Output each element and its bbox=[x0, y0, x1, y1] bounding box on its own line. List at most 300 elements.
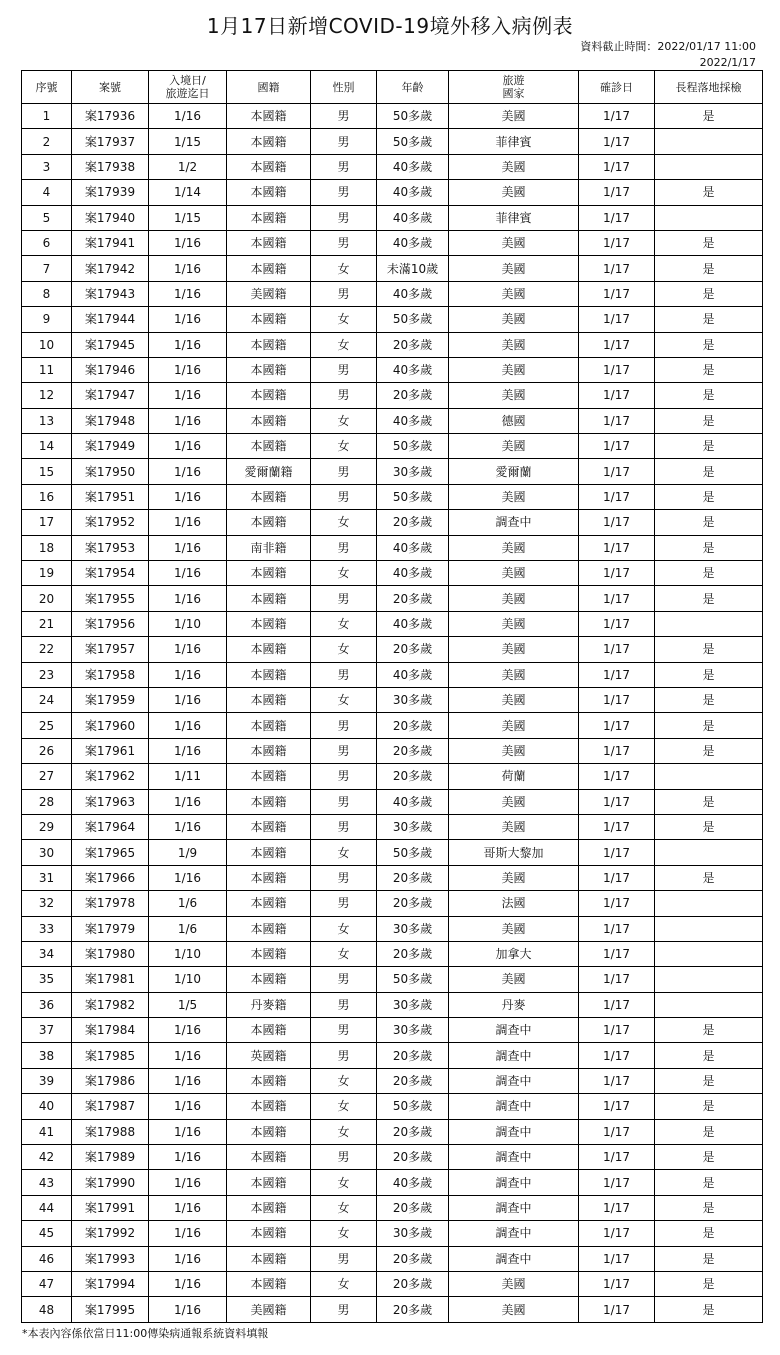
cell-travel-country: 美國 bbox=[449, 154, 579, 179]
cell-age: 20多歲 bbox=[377, 738, 449, 763]
cell-seq: 25 bbox=[22, 713, 72, 738]
cell-seq: 40 bbox=[22, 1094, 72, 1119]
cell-case: 案17985 bbox=[72, 1043, 149, 1068]
cell-sex: 男 bbox=[311, 357, 377, 382]
cell-sex: 男 bbox=[311, 1297, 377, 1322]
cell-seq: 12 bbox=[22, 383, 72, 408]
table-row bbox=[22, 687, 763, 712]
cell-case: 案17946 bbox=[72, 357, 149, 382]
cell-sex: 男 bbox=[311, 586, 377, 611]
cell-confirm-date: 1/17 bbox=[579, 1043, 655, 1068]
cell-sex: 男 bbox=[311, 738, 377, 763]
cell-confirm-date: 1/17 bbox=[579, 1018, 655, 1043]
cell-confirm-date: 1/17 bbox=[579, 891, 655, 916]
cell-confirm-date: 1/17 bbox=[579, 1145, 655, 1170]
cell-travel-country: 美國 bbox=[449, 814, 579, 839]
cell-nationality: 本國籍 bbox=[227, 357, 311, 382]
cell-seq: 11 bbox=[22, 357, 72, 382]
cell-case: 案17937 bbox=[72, 129, 149, 154]
table-row bbox=[22, 637, 763, 662]
cell-case: 案17991 bbox=[72, 1195, 149, 1220]
cell-seq: 28 bbox=[22, 789, 72, 814]
cell-case: 案17952 bbox=[72, 510, 149, 535]
cell-confirm-date: 1/17 bbox=[579, 941, 655, 966]
cell-sex: 男 bbox=[311, 205, 377, 230]
cell-confirm-date: 1/17 bbox=[579, 230, 655, 255]
cell-longhaul-test: 是 bbox=[655, 865, 763, 890]
cell-seq: 44 bbox=[22, 1195, 72, 1220]
cell-sex: 男 bbox=[311, 104, 377, 129]
cell-longhaul-test: 是 bbox=[655, 408, 763, 433]
cell-nationality: 本國籍 bbox=[227, 814, 311, 839]
cell-longhaul-test: 是 bbox=[655, 789, 763, 814]
cell-confirm-date: 1/17 bbox=[579, 510, 655, 535]
cell-nationality: 本國籍 bbox=[227, 230, 311, 255]
cell-nationality: 本國籍 bbox=[227, 1068, 311, 1093]
cell-sex: 男 bbox=[311, 459, 377, 484]
table-row bbox=[22, 205, 763, 230]
cell-age: 30多歲 bbox=[377, 814, 449, 839]
cell-longhaul-test: 是 bbox=[655, 1195, 763, 1220]
table-row bbox=[22, 713, 763, 738]
cell-case: 案17945 bbox=[72, 332, 149, 357]
cell-confirm-date: 1/17 bbox=[579, 256, 655, 281]
cell-entry-date: 1/16 bbox=[149, 713, 227, 738]
cell-sex: 男 bbox=[311, 1246, 377, 1271]
cell-nationality: 本國籍 bbox=[227, 383, 311, 408]
table-row bbox=[22, 1018, 763, 1043]
cell-travel-country: 調查中 bbox=[449, 1119, 579, 1144]
cell-travel-country: 美國 bbox=[449, 967, 579, 992]
cell-sex: 女 bbox=[311, 941, 377, 966]
cell-seq: 5 bbox=[22, 205, 72, 230]
cell-age: 40多歲 bbox=[377, 1170, 449, 1195]
cell-entry-date: 1/16 bbox=[149, 434, 227, 459]
cell-travel-country: 哥斯大黎加 bbox=[449, 840, 579, 865]
table-row bbox=[22, 891, 763, 916]
cell-sex: 男 bbox=[311, 764, 377, 789]
cell-age: 20多歲 bbox=[377, 1043, 449, 1068]
cell-sex: 男 bbox=[311, 281, 377, 306]
cell-travel-country: 美國 bbox=[449, 434, 579, 459]
cell-entry-date: 1/16 bbox=[149, 230, 227, 255]
cell-travel-country: 調查中 bbox=[449, 1221, 579, 1246]
header-seq: 序號 bbox=[22, 71, 72, 104]
cell-sex: 男 bbox=[311, 129, 377, 154]
header-nationality: 國籍 bbox=[227, 71, 311, 104]
cell-seq: 43 bbox=[22, 1170, 72, 1195]
cell-entry-date: 1/16 bbox=[149, 687, 227, 712]
cell-longhaul-test: 是 bbox=[655, 434, 763, 459]
cell-case: 案17964 bbox=[72, 814, 149, 839]
cell-longhaul-test: 是 bbox=[655, 256, 763, 281]
cell-travel-country: 調查中 bbox=[449, 1018, 579, 1043]
cell-age: 40多歲 bbox=[377, 281, 449, 306]
table-row bbox=[22, 967, 763, 992]
cell-nationality: 本國籍 bbox=[227, 256, 311, 281]
cell-confirm-date: 1/17 bbox=[579, 180, 655, 205]
cell-nationality: 本國籍 bbox=[227, 891, 311, 916]
cell-nationality: 本國籍 bbox=[227, 484, 311, 509]
cell-sex: 女 bbox=[311, 408, 377, 433]
cell-entry-date: 1/6 bbox=[149, 891, 227, 916]
table-row bbox=[22, 357, 763, 382]
cell-longhaul-test: 是 bbox=[655, 637, 763, 662]
cell-entry-date: 1/16 bbox=[149, 357, 227, 382]
cell-entry-date: 1/16 bbox=[149, 1119, 227, 1144]
cell-longhaul-test bbox=[655, 891, 763, 916]
cell-nationality: 美國籍 bbox=[227, 281, 311, 306]
cell-entry-date: 1/16 bbox=[149, 561, 227, 586]
cell-longhaul-test: 是 bbox=[655, 1043, 763, 1068]
cell-confirm-date: 1/17 bbox=[579, 865, 655, 890]
cell-seq: 13 bbox=[22, 408, 72, 433]
cell-case: 案17944 bbox=[72, 307, 149, 332]
cell-nationality: 本國籍 bbox=[227, 1094, 311, 1119]
cell-confirm-date: 1/17 bbox=[579, 637, 655, 662]
cell-longhaul-test: 是 bbox=[655, 1145, 763, 1170]
cell-confirm-date: 1/17 bbox=[579, 713, 655, 738]
table-row bbox=[22, 662, 763, 687]
cell-nationality: 本國籍 bbox=[227, 687, 311, 712]
cell-case: 案17941 bbox=[72, 230, 149, 255]
cell-longhaul-test bbox=[655, 840, 763, 865]
cell-case: 案17936 bbox=[72, 104, 149, 129]
cell-longhaul-test: 是 bbox=[655, 484, 763, 509]
cell-age: 30多歲 bbox=[377, 687, 449, 712]
cell-entry-date: 1/16 bbox=[149, 1018, 227, 1043]
table-row bbox=[22, 840, 763, 865]
cell-longhaul-test: 是 bbox=[655, 307, 763, 332]
cell-entry-date: 1/16 bbox=[149, 662, 227, 687]
cell-case: 案17995 bbox=[72, 1297, 149, 1322]
cell-case: 案17956 bbox=[72, 611, 149, 636]
cell-seq: 27 bbox=[22, 764, 72, 789]
cell-confirm-date: 1/17 bbox=[579, 1297, 655, 1322]
cell-case: 案17948 bbox=[72, 408, 149, 433]
cell-case: 案17960 bbox=[72, 713, 149, 738]
table-row bbox=[22, 586, 763, 611]
cell-sex: 女 bbox=[311, 1221, 377, 1246]
cell-case: 案17947 bbox=[72, 383, 149, 408]
table-row bbox=[22, 484, 763, 509]
cell-travel-country: 美國 bbox=[449, 535, 579, 560]
cell-longhaul-test: 是 bbox=[655, 357, 763, 382]
cell-age: 50多歲 bbox=[377, 967, 449, 992]
cell-nationality: 本國籍 bbox=[227, 154, 311, 179]
cell-travel-country: 美國 bbox=[449, 256, 579, 281]
cell-entry-date: 1/15 bbox=[149, 129, 227, 154]
cell-nationality: 本國籍 bbox=[227, 1271, 311, 1296]
cell-case: 案17954 bbox=[72, 561, 149, 586]
table-row bbox=[22, 764, 763, 789]
cell-case: 案17955 bbox=[72, 586, 149, 611]
cell-longhaul-test: 是 bbox=[655, 1068, 763, 1093]
cell-seq: 8 bbox=[22, 281, 72, 306]
cell-sex: 男 bbox=[311, 535, 377, 560]
cell-entry-date: 1/9 bbox=[149, 840, 227, 865]
cell-confirm-date: 1/17 bbox=[579, 1195, 655, 1220]
cell-nationality: 本國籍 bbox=[227, 916, 311, 941]
cell-case: 案17982 bbox=[72, 992, 149, 1017]
cell-travel-country: 丹麥 bbox=[449, 992, 579, 1017]
cell-entry-date: 1/2 bbox=[149, 154, 227, 179]
cell-longhaul-test: 是 bbox=[655, 1170, 763, 1195]
cell-age: 30多歲 bbox=[377, 1221, 449, 1246]
cell-seq: 1 bbox=[22, 104, 72, 129]
cell-case: 案17957 bbox=[72, 637, 149, 662]
cell-seq: 20 bbox=[22, 586, 72, 611]
cell-nationality: 本國籍 bbox=[227, 865, 311, 890]
cell-longhaul-test: 是 bbox=[655, 561, 763, 586]
cell-entry-date: 1/6 bbox=[149, 916, 227, 941]
table-row bbox=[22, 789, 763, 814]
cell-entry-date: 1/16 bbox=[149, 459, 227, 484]
cell-seq: 36 bbox=[22, 992, 72, 1017]
cell-confirm-date: 1/17 bbox=[579, 129, 655, 154]
cell-longhaul-test bbox=[655, 992, 763, 1017]
cell-age: 40多歲 bbox=[377, 789, 449, 814]
cell-travel-country: 美國 bbox=[449, 789, 579, 814]
cell-seq: 6 bbox=[22, 230, 72, 255]
cell-seq: 31 bbox=[22, 865, 72, 890]
cell-entry-date: 1/16 bbox=[149, 814, 227, 839]
cell-longhaul-test: 是 bbox=[655, 1297, 763, 1322]
cell-age: 20多歲 bbox=[377, 1246, 449, 1271]
cell-case: 案17940 bbox=[72, 205, 149, 230]
cell-sex: 男 bbox=[311, 484, 377, 509]
cell-nationality: 本國籍 bbox=[227, 662, 311, 687]
table-row bbox=[22, 814, 763, 839]
cell-entry-date: 1/16 bbox=[149, 1246, 227, 1271]
table-row bbox=[22, 1170, 763, 1195]
cell-sex: 男 bbox=[311, 865, 377, 890]
cell-entry-date: 1/11 bbox=[149, 764, 227, 789]
table-row bbox=[22, 383, 763, 408]
table-row bbox=[22, 1068, 763, 1093]
cell-age: 40多歲 bbox=[377, 180, 449, 205]
cell-confirm-date: 1/17 bbox=[579, 459, 655, 484]
cell-entry-date: 1/16 bbox=[149, 637, 227, 662]
cell-case: 案17980 bbox=[72, 941, 149, 966]
cell-case: 案17988 bbox=[72, 1119, 149, 1144]
imported-cases-table bbox=[21, 70, 763, 1323]
cell-entry-date: 1/16 bbox=[149, 281, 227, 306]
table-row bbox=[22, 434, 763, 459]
cell-seq: 2 bbox=[22, 129, 72, 154]
cell-sex: 女 bbox=[311, 637, 377, 662]
cell-sex: 女 bbox=[311, 434, 377, 459]
cell-confirm-date: 1/17 bbox=[579, 738, 655, 763]
cell-longhaul-test bbox=[655, 967, 763, 992]
cell-seq: 9 bbox=[22, 307, 72, 332]
table-row bbox=[22, 916, 763, 941]
cell-seq: 10 bbox=[22, 332, 72, 357]
cell-sex: 男 bbox=[311, 1145, 377, 1170]
cell-confirm-date: 1/17 bbox=[579, 561, 655, 586]
cell-age: 50多歲 bbox=[377, 840, 449, 865]
cell-confirm-date: 1/17 bbox=[579, 687, 655, 712]
cell-confirm-date: 1/17 bbox=[579, 281, 655, 306]
cell-longhaul-test: 是 bbox=[655, 662, 763, 687]
cell-age: 30多歲 bbox=[377, 1018, 449, 1043]
cell-longhaul-test: 是 bbox=[655, 1094, 763, 1119]
cell-entry-date: 1/16 bbox=[149, 789, 227, 814]
cell-age: 50多歲 bbox=[377, 434, 449, 459]
cell-sex: 男 bbox=[311, 814, 377, 839]
cell-nationality: 本國籍 bbox=[227, 840, 311, 865]
cell-confirm-date: 1/17 bbox=[579, 1271, 655, 1296]
cell-travel-country: 德國 bbox=[449, 408, 579, 433]
cell-case: 案17961 bbox=[72, 738, 149, 763]
cell-entry-date: 1/5 bbox=[149, 992, 227, 1017]
cell-case: 案17965 bbox=[72, 840, 149, 865]
table-header-row bbox=[22, 71, 763, 104]
cell-nationality: 愛爾蘭籍 bbox=[227, 459, 311, 484]
cell-age: 20多歲 bbox=[377, 941, 449, 966]
cell-longhaul-test bbox=[655, 941, 763, 966]
cell-confirm-date: 1/17 bbox=[579, 586, 655, 611]
cell-seq: 22 bbox=[22, 637, 72, 662]
header-case: 案號 bbox=[72, 71, 149, 104]
cell-nationality: 本國籍 bbox=[227, 586, 311, 611]
cell-nationality: 本國籍 bbox=[227, 611, 311, 636]
cell-nationality: 本國籍 bbox=[227, 789, 311, 814]
cell-case: 案17942 bbox=[72, 256, 149, 281]
cell-longhaul-test: 是 bbox=[655, 1221, 763, 1246]
cell-longhaul-test: 是 bbox=[655, 180, 763, 205]
cell-seq: 38 bbox=[22, 1043, 72, 1068]
cell-confirm-date: 1/17 bbox=[579, 1221, 655, 1246]
header-entry-date: 入境日/ 旅遊迄日 bbox=[149, 71, 227, 104]
cell-case: 案17963 bbox=[72, 789, 149, 814]
cell-nationality: 本國籍 bbox=[227, 1018, 311, 1043]
table-row bbox=[22, 1145, 763, 1170]
cell-case: 案17939 bbox=[72, 180, 149, 205]
cell-age: 30多歲 bbox=[377, 992, 449, 1017]
cell-nationality: 本國籍 bbox=[227, 1119, 311, 1144]
cell-case: 案17979 bbox=[72, 916, 149, 941]
cell-confirm-date: 1/17 bbox=[579, 154, 655, 179]
cell-age: 30多歲 bbox=[377, 459, 449, 484]
table-row bbox=[22, 1043, 763, 1068]
cell-age: 20多歲 bbox=[377, 891, 449, 916]
cell-age: 50多歲 bbox=[377, 307, 449, 332]
cell-entry-date: 1/10 bbox=[149, 967, 227, 992]
cell-age: 50多歲 bbox=[377, 1094, 449, 1119]
cell-longhaul-test bbox=[655, 611, 763, 636]
cell-nationality: 本國籍 bbox=[227, 738, 311, 763]
cell-travel-country: 美國 bbox=[449, 687, 579, 712]
cell-confirm-date: 1/17 bbox=[579, 357, 655, 382]
cell-longhaul-test: 是 bbox=[655, 814, 763, 839]
cell-sex: 女 bbox=[311, 1119, 377, 1144]
cell-sex: 男 bbox=[311, 992, 377, 1017]
cell-confirm-date: 1/17 bbox=[579, 1170, 655, 1195]
cell-seq: 47 bbox=[22, 1271, 72, 1296]
table-row bbox=[22, 1119, 763, 1144]
cell-nationality: 本國籍 bbox=[227, 764, 311, 789]
cell-sex: 女 bbox=[311, 840, 377, 865]
cell-entry-date: 1/16 bbox=[149, 256, 227, 281]
cell-case: 案17978 bbox=[72, 891, 149, 916]
cell-confirm-date: 1/17 bbox=[579, 1094, 655, 1119]
cell-travel-country: 菲律賓 bbox=[449, 205, 579, 230]
cell-travel-country: 美國 bbox=[449, 307, 579, 332]
cell-nationality: 本國籍 bbox=[227, 1246, 311, 1271]
cell-travel-country: 美國 bbox=[449, 332, 579, 357]
cell-seq: 3 bbox=[22, 154, 72, 179]
table-row bbox=[22, 154, 763, 179]
cell-nationality: 本國籍 bbox=[227, 637, 311, 662]
cell-longhaul-test: 是 bbox=[655, 1246, 763, 1271]
cell-confirm-date: 1/17 bbox=[579, 408, 655, 433]
cell-age: 40多歲 bbox=[377, 408, 449, 433]
cell-age: 20多歲 bbox=[377, 1297, 449, 1322]
cell-travel-country: 美國 bbox=[449, 484, 579, 509]
cell-entry-date: 1/14 bbox=[149, 180, 227, 205]
table-row bbox=[22, 510, 763, 535]
cell-age: 20多歲 bbox=[377, 383, 449, 408]
cell-travel-country: 美國 bbox=[449, 561, 579, 586]
cell-travel-country: 美國 bbox=[449, 637, 579, 662]
cell-confirm-date: 1/17 bbox=[579, 1246, 655, 1271]
page-title: 1月17日新增COVID-19境外移入病例表 bbox=[206, 14, 574, 38]
cell-nationality: 本國籍 bbox=[227, 967, 311, 992]
cell-sex: 男 bbox=[311, 967, 377, 992]
cell-nationality: 本國籍 bbox=[227, 510, 311, 535]
cell-age: 20多歲 bbox=[377, 713, 449, 738]
cell-case: 案17949 bbox=[72, 434, 149, 459]
table-row bbox=[22, 281, 763, 306]
cell-seq: 41 bbox=[22, 1119, 72, 1144]
cell-age: 未滿10歲 bbox=[377, 256, 449, 281]
cell-case: 案17959 bbox=[72, 687, 149, 712]
cell-travel-country: 美國 bbox=[449, 357, 579, 382]
cell-age: 20多歲 bbox=[377, 586, 449, 611]
cell-longhaul-test: 是 bbox=[655, 332, 763, 357]
cell-age: 50多歲 bbox=[377, 104, 449, 129]
cell-entry-date: 1/16 bbox=[149, 1271, 227, 1296]
cell-confirm-date: 1/17 bbox=[579, 205, 655, 230]
cell-nationality: 本國籍 bbox=[227, 332, 311, 357]
cell-entry-date: 1/16 bbox=[149, 1195, 227, 1220]
cell-seq: 24 bbox=[22, 687, 72, 712]
cell-longhaul-test: 是 bbox=[655, 230, 763, 255]
cell-case: 案17987 bbox=[72, 1094, 149, 1119]
cell-nationality: 本國籍 bbox=[227, 180, 311, 205]
cell-case: 案17994 bbox=[72, 1271, 149, 1296]
cell-sex: 女 bbox=[311, 1170, 377, 1195]
cell-nationality: 本國籍 bbox=[227, 561, 311, 586]
cell-travel-country: 美國 bbox=[449, 738, 579, 763]
report-date: 2022/1/17 bbox=[699, 56, 756, 69]
cell-seq: 7 bbox=[22, 256, 72, 281]
cell-travel-country: 加拿大 bbox=[449, 941, 579, 966]
cell-entry-date: 1/10 bbox=[149, 611, 227, 636]
table-row bbox=[22, 535, 763, 560]
cell-confirm-date: 1/17 bbox=[579, 104, 655, 129]
cell-travel-country: 荷蘭 bbox=[449, 764, 579, 789]
cell-case: 案17986 bbox=[72, 1068, 149, 1093]
cell-travel-country: 美國 bbox=[449, 281, 579, 306]
cell-nationality: 本國籍 bbox=[227, 713, 311, 738]
cell-case: 案17943 bbox=[72, 281, 149, 306]
cell-entry-date: 1/15 bbox=[149, 205, 227, 230]
table-row bbox=[22, 332, 763, 357]
cell-seq: 23 bbox=[22, 662, 72, 687]
cell-seq: 48 bbox=[22, 1297, 72, 1322]
